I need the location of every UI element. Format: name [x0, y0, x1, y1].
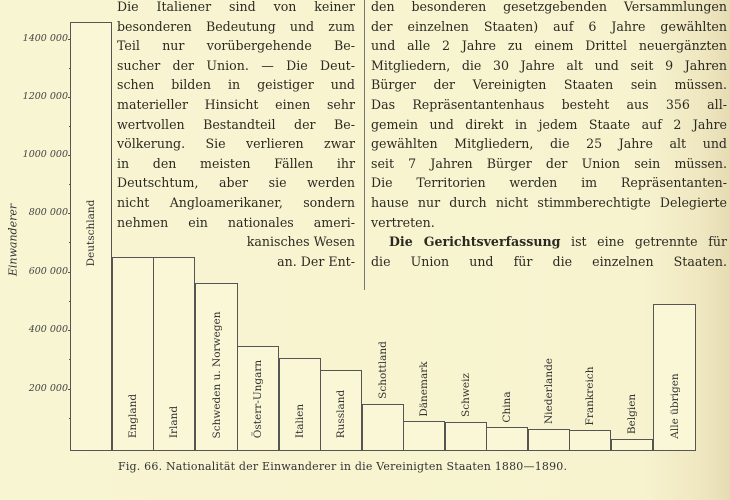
bar-label: Schottland: [377, 341, 389, 399]
right-text-column: [371, 0, 727, 271]
figure-caption: Fig. 66. Nationalität der Einwanderer in die Vereinigten Staaten 1880—1890.: [118, 460, 568, 473]
y-tick-label: 1000 000: [22, 149, 68, 160]
y-tick-label: 600 000: [28, 266, 68, 277]
bar-label: Deutschland: [85, 199, 97, 267]
bar-label: Alle übrigen: [668, 372, 681, 439]
text-line: seit 7 Jahren Bürger der Union sein müssen.: [371, 155, 727, 171]
text-line: an. Der Ent-: [277, 253, 355, 269]
text-span: ist eine getrennte für: [560, 234, 727, 250]
text-line: nicht Angloamerikaner, sondern: [117, 194, 355, 210]
text-line: gemein und direkt in jedem Staate auf 2 Jahre: [371, 116, 727, 132]
text-line: sucher der Union. — Die Deut-: [117, 57, 355, 73]
y-tick-label: 800 000: [28, 207, 68, 218]
text-line: Das Repräsentantenhaus besteht aus 356 all-: [371, 96, 727, 112]
text-line: Bürger der Vereinigten Staaten sein müssen.: [371, 77, 727, 93]
bar-italien: [279, 358, 321, 451]
bar-deutschland: [70, 22, 112, 451]
left-text-column: [117, 0, 355, 271]
text-line: in den meisten Fällen ihr: [117, 155, 355, 171]
bar-label: Russland: [335, 389, 347, 438]
bar-label: Irland: [168, 405, 180, 439]
bar-alle-übrigen: [653, 304, 696, 451]
y-tick-label: 200 000: [28, 383, 68, 394]
column-divider: [364, 0, 365, 290]
text-line: gewählten Mitgliedern, die 25 Jahre alt und: [371, 136, 727, 152]
text-line: kanisches Wesen: [246, 234, 355, 250]
bar-frankreich: [569, 366, 611, 451]
text-line: besonderen Bedeutung und zum: [117, 18, 355, 34]
bar-china: [486, 390, 528, 451]
text-line: die Union und für die einzelnen Staaten.: [371, 253, 727, 269]
bar-label: Schweiz: [460, 373, 472, 417]
bar-label: Niederlande: [543, 357, 555, 425]
text-line: den besonderen gesetzgebenden Versammlungen: [371, 0, 727, 14]
text-line: und alle 2 Jahre zu einem Drittel neuergänzten: [371, 38, 727, 54]
bold-heading-inline: Die Gerichtsverfassung: [389, 234, 561, 250]
bar-schweden-u-norwegen: [195, 283, 238, 451]
text-line: materieller Hinsicht einen sehr: [117, 96, 355, 112]
text-line: Die Territorien werden im Repräsentanten-: [371, 175, 727, 191]
text-line: hause nur durch nicht stimmberechtigte Delegierte: [371, 194, 727, 210]
bar-niederlande: [528, 357, 570, 451]
bar-label: Schweden u. Norwegen: [210, 311, 223, 438]
text-line: schen bilden in geistiger und: [117, 77, 355, 93]
bar-label: Frankreich: [584, 366, 596, 425]
y-tick-label: 1200 000: [22, 91, 68, 102]
bar-label: Italien: [294, 403, 306, 439]
bar-dänemark: [403, 360, 445, 451]
text-line: vertreten.: [371, 214, 435, 230]
bar-label: China: [501, 390, 513, 423]
text-line: Mitgliedern, die 30 Jahre alt und seit 9 Jahren: [371, 57, 727, 73]
text-line: wertvollen Bestandteil der Be-: [117, 116, 355, 132]
x-axis-baseline: [70, 450, 696, 451]
bar-schweiz: [445, 373, 487, 451]
text-line: Teil nur vorübergehende Be-: [117, 38, 355, 54]
bar-schottland: [362, 341, 404, 451]
bar-label: Dänemark: [418, 360, 430, 417]
bar-label: Belgien: [626, 393, 638, 435]
y-tick-label: 400 000: [28, 324, 68, 335]
bar-label: England: [127, 393, 139, 439]
text-line: Deutschtum, aber sie werden: [117, 175, 355, 191]
bar-irland: [153, 257, 195, 451]
bar-russland: [320, 370, 362, 451]
bar-österr-ungarn: [237, 346, 279, 451]
bar-england: [112, 257, 154, 451]
text-line: der einzelnen Staaten) auf 6 Jahre gewählten: [371, 18, 727, 34]
text-line: nehmen ein nationales ameri-: [117, 214, 355, 230]
y-tick-label: 1400 000: [22, 33, 68, 44]
paragraph-court-system: [371, 232, 727, 252]
y-axis-label: Einwanderer: [6, 203, 20, 277]
text-line: Die Italiener sind von keiner: [117, 0, 355, 14]
text-line: völkerung. Sie verlieren zwar: [117, 136, 355, 152]
bar-label: Österr-Ungarn: [252, 359, 264, 439]
